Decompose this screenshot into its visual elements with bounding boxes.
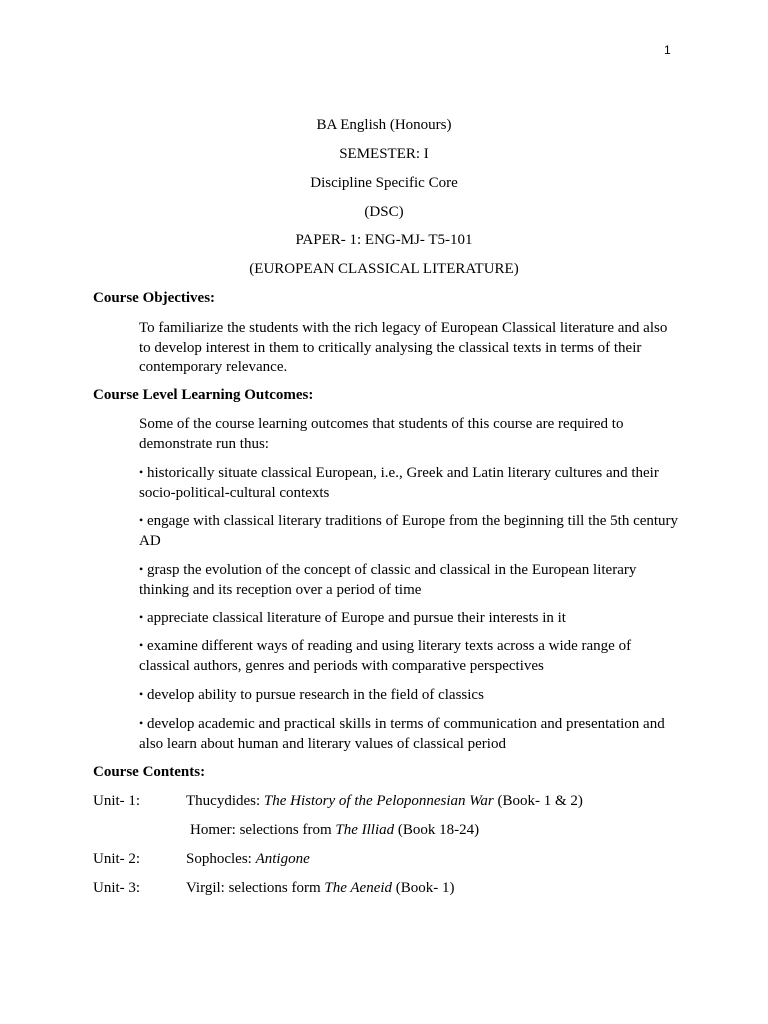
outcome-text: grasp the evolution of the concept of classic and classical in the European literary thinking and its reception over a period of time (139, 562, 637, 598)
outcome-item (139, 637, 679, 676)
semester-label: SEMESTER: I (339, 146, 429, 162)
outcome-text: develop ability to pursue research in the field of classics (146, 687, 484, 703)
outcome-item (139, 609, 679, 629)
unit-text (186, 880, 455, 897)
unit-text (186, 793, 583, 810)
unit-text (190, 822, 479, 839)
contents-heading: Course Contents: (93, 764, 206, 780)
unit-work-title: Antigone (255, 851, 310, 867)
outcome-item (139, 715, 679, 754)
bullet-icon: • (139, 513, 144, 527)
outcome-text: engage with classical literary traditions of Europe from the beginning till the 5th century AD (139, 513, 679, 549)
course-category-abbr: (DSC) (364, 204, 404, 220)
unit-detail: (Book- 1 & 2) (493, 793, 583, 809)
bullet-icon: • (139, 638, 144, 652)
unit-label: Unit- 3: (93, 880, 141, 896)
unit-work-title: The History of the Peloponnesian War (263, 793, 494, 809)
bullet-icon: • (139, 716, 144, 730)
unit-work-title: The Aeneid (324, 880, 393, 896)
outcome-text: historically situate classical European, i.e., Greek and Latin literary cultures and their socio-political-cultural contexts (139, 465, 659, 501)
outcome-text: develop academic and practical skills in terms of communication and presentation and also learn about human and literary values of classical period (139, 716, 665, 752)
outcome-item (139, 561, 679, 600)
unit-author: Thucydides: (186, 793, 264, 809)
outcomes-intro: Some of the course learning outcomes that students of this course are required to demonstrate run thus: (139, 416, 624, 452)
course-category: Discipline Specific Core (310, 175, 458, 191)
unit-label: Unit- 1: (93, 793, 141, 809)
bullet-icon: • (139, 562, 144, 576)
page-number: 1 (664, 43, 671, 57)
unit-detail: (Book 18-24) (394, 822, 480, 838)
paper-code: PAPER- 1: ENG-MJ- T5-101 (295, 232, 473, 248)
bullet-icon: • (139, 465, 144, 479)
bullet-icon: • (139, 687, 144, 701)
unit-work-title: The Illiad (335, 822, 395, 838)
unit-detail: (Book- 1) (392, 880, 455, 896)
outcome-item (139, 512, 679, 551)
unit-text (186, 851, 310, 868)
unit-author: Sophocles: (186, 851, 256, 867)
outcome-item (139, 464, 679, 503)
objectives-heading: Course Objectives: (93, 290, 216, 306)
outcome-text: appreciate classical literature of Europe and pursue their interests in it (146, 610, 566, 626)
outcome-text: examine different ways of reading and using literary texts across a wide range of classical authors, genres and periods with comparative perspectives (139, 638, 632, 674)
unit-author: Virgil: selections form (186, 880, 325, 896)
paper-title: (EUROPEAN CLASSICAL LITERATURE) (249, 261, 519, 277)
objectives-text: To familiarize the students with the rich legacy of European Classical literature and also to develop interest in them to critically analysing the classical texts in terms of their contemporary relevance. (139, 320, 668, 375)
unit-label: Unit- 2: (93, 851, 141, 867)
unit-author: Homer: selections from (190, 822, 336, 838)
bullet-icon: • (139, 610, 144, 624)
outcome-item (139, 686, 679, 706)
outcomes-heading: Course Level Learning Outcomes: (93, 387, 314, 403)
program-title: BA English (Honours) (316, 117, 452, 133)
